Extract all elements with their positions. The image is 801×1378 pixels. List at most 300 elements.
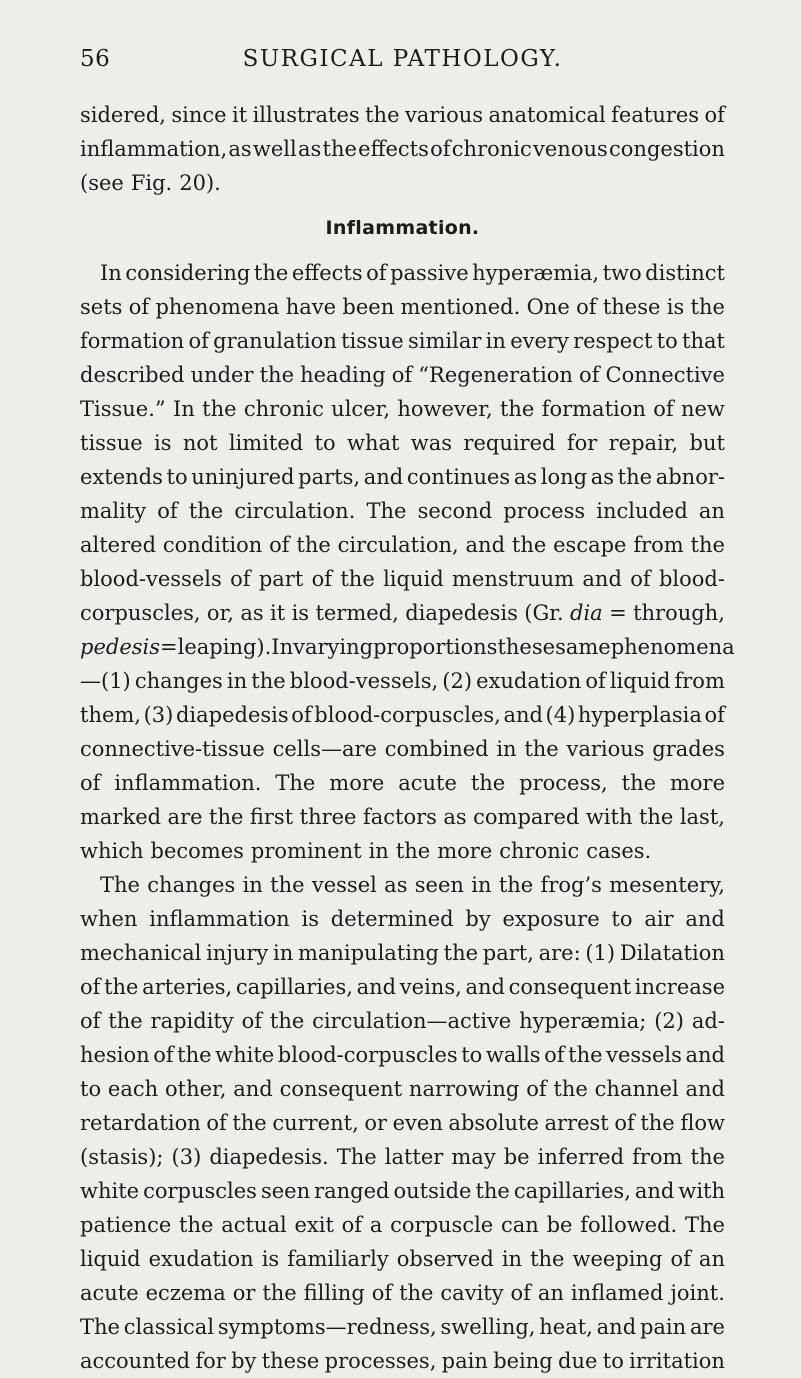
word: illustrates [252, 103, 360, 127]
word: not [182, 431, 218, 455]
word: the [640, 1111, 675, 1135]
word: altered [80, 533, 157, 557]
text-line [80, 494, 725, 528]
word: pedesis [80, 635, 161, 659]
word: arrest [544, 1111, 609, 1135]
word: blood-vessels, [289, 669, 439, 693]
text-line [80, 732, 725, 766]
word: The [685, 1213, 725, 1237]
word: was [410, 431, 453, 455]
word: and [685, 1077, 725, 1101]
word: and [596, 1315, 637, 1339]
word: consequent [279, 1077, 403, 1101]
word: The [275, 771, 316, 795]
text-line [80, 528, 725, 562]
word: of [241, 1009, 263, 1033]
word: an [698, 1247, 725, 1271]
paragraph-frog-mesentery [80, 868, 725, 1378]
word: for [195, 1349, 226, 1373]
word: to [656, 329, 678, 353]
word: in [501, 1247, 523, 1271]
word: channel [594, 1077, 679, 1101]
word: repair, [608, 431, 679, 455]
word: as [228, 137, 252, 161]
word: the [530, 1247, 565, 1271]
word: more [329, 771, 385, 795]
text-line [80, 290, 725, 324]
text-line [80, 1208, 725, 1242]
text-line [80, 1344, 725, 1378]
word: blood- [658, 567, 725, 591]
word: 20). [179, 171, 221, 195]
word: (4) [545, 703, 576, 727]
word: of [311, 567, 333, 591]
word: of [576, 295, 597, 319]
word: mechanical [80, 941, 202, 965]
word: the [365, 103, 400, 127]
word: the [177, 1043, 212, 1067]
word: by [231, 1349, 257, 1373]
word: formation [80, 329, 185, 353]
word: pain [441, 1349, 488, 1373]
word: in [242, 873, 263, 897]
word: the [690, 295, 725, 319]
word: part, [482, 941, 534, 965]
word: absolute [448, 1111, 539, 1135]
word: (3) [143, 703, 174, 727]
word: the [108, 1009, 143, 1033]
word: of [341, 1213, 363, 1237]
word: cases. [586, 839, 652, 863]
word: last, [679, 805, 725, 829]
word: new [680, 397, 725, 421]
word: is [261, 1247, 280, 1271]
word: two [602, 261, 642, 285]
word: blood-vessels [80, 567, 222, 591]
word: considering [125, 261, 251, 285]
word: the [470, 771, 506, 795]
word: the [262, 1281, 297, 1305]
word: even [392, 1111, 443, 1135]
word: white [215, 1043, 275, 1067]
word: termed, [315, 601, 399, 625]
word: tissue [341, 329, 404, 353]
word: various [404, 103, 484, 127]
word: from [632, 1145, 683, 1169]
word: have [285, 295, 337, 319]
word: diapedesis. [209, 1145, 329, 1169]
word: and [465, 533, 506, 557]
word: the [638, 805, 674, 829]
word: more [437, 839, 493, 863]
word: Connective [605, 363, 725, 387]
word: The [366, 499, 407, 523]
word: exit [294, 1213, 334, 1237]
word: of [80, 1009, 101, 1033]
word: been [342, 295, 395, 319]
word: the [251, 669, 286, 693]
text-line [80, 970, 725, 1004]
word: in [368, 839, 389, 863]
word: in [485, 329, 506, 353]
word: the [475, 1179, 510, 1203]
word: injury [206, 941, 269, 965]
word: the [443, 941, 479, 965]
word: and [503, 703, 543, 727]
word: in [272, 941, 294, 965]
word: rapidity [150, 1009, 234, 1033]
word: = [160, 635, 178, 659]
word: weeping [572, 1247, 663, 1271]
word: required [463, 431, 556, 455]
word: blood-corpuscles, [314, 703, 501, 727]
word: is [154, 431, 172, 455]
word: the [498, 873, 534, 897]
text-line [80, 596, 725, 630]
text-line [80, 1072, 725, 1106]
word: three [299, 805, 357, 829]
word: hesion [80, 1043, 150, 1067]
word: arteries, [142, 975, 233, 999]
word: the [690, 1145, 725, 1169]
text-line [80, 358, 725, 392]
word: the [232, 1111, 267, 1135]
word: dia [570, 601, 603, 625]
text-line [80, 98, 725, 132]
word: be [503, 1145, 530, 1169]
word: inflamed [570, 1281, 664, 1305]
word: blood-corpuscles [277, 1043, 458, 1067]
word: the [104, 975, 139, 999]
word: as [513, 465, 538, 489]
word: retardation [80, 1111, 201, 1135]
word: or [364, 1111, 388, 1135]
word: described [80, 363, 185, 387]
word: every [510, 329, 569, 353]
word: hyperæmia; [519, 1009, 647, 1033]
word: corpuscles, [80, 601, 201, 625]
word: continues [406, 465, 511, 489]
word: these [602, 295, 661, 319]
word: irritation [629, 1349, 725, 1373]
word: narrowing [408, 1077, 520, 1101]
word: hyperæmia, [472, 261, 600, 285]
word: long [540, 465, 588, 489]
word: as [240, 601, 264, 625]
word: anatomical [488, 103, 606, 127]
word: granulation [213, 329, 337, 353]
word: accounted [80, 1349, 191, 1373]
word: of [230, 567, 251, 591]
word: heat, [539, 1315, 593, 1339]
word: ranged [314, 1179, 390, 1203]
word: the [259, 363, 295, 387]
word: mality [80, 499, 147, 523]
word: In [271, 635, 294, 659]
word: uninjured [191, 465, 295, 489]
word: of [579, 363, 600, 387]
word: acute [398, 771, 457, 795]
word: circulation, [337, 533, 459, 557]
word: an [537, 1281, 564, 1305]
word: of [510, 1281, 531, 1305]
word: is [301, 907, 319, 931]
text-line [80, 800, 725, 834]
word: mesentery, [609, 873, 725, 897]
word: as [384, 873, 408, 897]
word: the [322, 137, 357, 161]
word: seen [414, 873, 464, 897]
word: to [602, 1349, 624, 1373]
word: of [153, 1043, 174, 1067]
word: classical [123, 1315, 215, 1339]
word: of [188, 329, 209, 353]
word: first [249, 805, 294, 829]
word: as [590, 465, 615, 489]
word: to [80, 1077, 102, 1101]
word: (3) [171, 1145, 202, 1169]
word: outside [393, 1179, 472, 1203]
word: the [340, 567, 375, 591]
word: changes [147, 873, 236, 897]
text-line [80, 698, 725, 732]
word: the [253, 261, 289, 285]
word: or, [206, 601, 234, 625]
word: of [630, 567, 651, 591]
word: second [417, 499, 493, 523]
word: inferred [537, 1145, 625, 1169]
word: liquid [609, 669, 671, 693]
word: veins, [399, 975, 462, 999]
word: actual [221, 1213, 287, 1237]
word: effects [358, 137, 429, 161]
text-line [80, 166, 725, 200]
text-line [80, 460, 725, 494]
text-line [80, 664, 725, 698]
word: eczema [145, 1281, 226, 1305]
word: when [80, 907, 138, 931]
word: joint. [670, 1281, 725, 1305]
word: of [614, 1111, 635, 1135]
word: menstruum [451, 567, 575, 591]
word: diapedesis [405, 601, 518, 625]
word: process, [519, 771, 608, 795]
word: of [585, 669, 606, 693]
word: abnor- [655, 465, 725, 489]
word: of [704, 103, 725, 127]
word: Tissue.” [80, 397, 166, 421]
word: is [291, 601, 310, 625]
word: process [503, 499, 586, 523]
word: compared [473, 805, 580, 829]
word: these [261, 1349, 320, 1373]
word: processes, [324, 1349, 437, 1373]
word: features [611, 103, 700, 127]
word: acute [80, 1281, 139, 1305]
word: effects [291, 261, 363, 285]
word: condition [162, 533, 263, 557]
word: distinct [645, 261, 725, 285]
word: of [544, 1043, 565, 1067]
text-line [80, 1004, 725, 1038]
word: are [167, 805, 203, 829]
word: the [511, 533, 547, 557]
section-heading: Inflammation. [325, 217, 480, 239]
word: to [461, 1043, 483, 1067]
word: however, [397, 397, 493, 421]
word: hyperplasia [577, 703, 702, 727]
word: or [232, 1281, 256, 1305]
word: The [80, 1315, 120, 1339]
word: exposure [502, 907, 600, 931]
text-line [80, 256, 725, 290]
word: capillaries, [235, 975, 353, 999]
word: in [471, 873, 492, 897]
text-line [80, 936, 725, 970]
word: (stasis); [80, 1145, 164, 1169]
word: “Regeneration [418, 363, 573, 387]
word: phenomena [610, 635, 735, 659]
word: and [634, 1179, 675, 1203]
word: white [80, 1179, 140, 1203]
body-text [80, 98, 735, 1378]
word: inflammation [149, 907, 290, 931]
word: and [363, 465, 404, 489]
word: venous [533, 137, 608, 161]
word: to [314, 431, 336, 455]
paragraph-inflammation [80, 256, 735, 868]
word: and [685, 1043, 725, 1067]
word: corpuscles [143, 1179, 257, 1203]
word: of [653, 397, 674, 421]
word: diapedesis [175, 703, 289, 727]
word: of [366, 261, 387, 285]
text-line [80, 902, 725, 936]
word: of [371, 1281, 393, 1305]
word: the [568, 1043, 603, 1067]
word: the [621, 771, 657, 795]
word: of [430, 137, 451, 161]
word: pain [639, 1315, 687, 1339]
word: swelling, [440, 1315, 536, 1339]
word: increase [634, 975, 725, 999]
word: capillaries, [513, 1179, 631, 1203]
word: air [644, 907, 674, 931]
word: changes [134, 669, 223, 693]
word: the [188, 499, 224, 523]
word: with [585, 805, 633, 829]
word: flow [680, 1111, 725, 1135]
word: and [356, 975, 397, 999]
text-line [80, 1276, 725, 1310]
word: but [689, 431, 725, 455]
word: from [674, 669, 725, 693]
continued-paragraph [80, 98, 725, 200]
page-number: 56 [80, 46, 111, 72]
word: of [391, 363, 413, 387]
word: exudation [476, 669, 582, 693]
word: of [526, 1077, 547, 1101]
word: varying [293, 635, 374, 659]
word: phenomena [155, 295, 280, 319]
word: more [669, 771, 725, 795]
word: and [233, 1077, 273, 1101]
word: to [611, 907, 633, 931]
word: the [202, 397, 237, 421]
word: parts, [298, 465, 361, 489]
word: proportions [373, 635, 498, 659]
word: can [501, 1213, 539, 1237]
word: marked [80, 805, 162, 829]
word: of [206, 1111, 227, 1135]
text-line [80, 324, 725, 358]
word: vessel [311, 873, 377, 897]
word: chronic [499, 839, 580, 863]
word: ulcer, [331, 397, 391, 421]
word: the [296, 533, 331, 557]
word: One [526, 295, 570, 319]
word: Dilatation [619, 941, 725, 965]
word: the [690, 533, 725, 557]
word: being [493, 1349, 553, 1373]
word: chronic [243, 397, 324, 421]
word: grades [652, 737, 725, 761]
word: circulation. [234, 499, 356, 523]
word: consequent [508, 975, 632, 999]
word: each [107, 1077, 159, 1101]
word: as [297, 137, 322, 161]
word: part [258, 567, 304, 591]
word: and [582, 567, 622, 591]
word: seen [260, 1179, 311, 1203]
word: are: [538, 941, 581, 965]
text-line [80, 868, 725, 902]
word: heading [300, 363, 386, 387]
text-line [80, 1242, 725, 1276]
word: patience [80, 1213, 172, 1237]
word: of [80, 771, 101, 795]
word: it [270, 601, 286, 625]
word: with [678, 1179, 725, 1203]
word: frog’s [540, 873, 602, 897]
word: inflammation, [80, 137, 228, 161]
word: The [100, 873, 140, 897]
word: = [609, 601, 627, 625]
word: factors [362, 805, 437, 829]
word: similar [408, 329, 482, 353]
word: prominent [250, 839, 362, 863]
word: observed [396, 1247, 494, 1271]
word: as [443, 805, 467, 829]
word: walls [485, 1043, 541, 1067]
word: The [336, 1145, 377, 1169]
word: of [291, 703, 312, 727]
word: corpuscle [390, 1213, 494, 1237]
word: the [499, 397, 535, 421]
word: formation [541, 397, 646, 421]
text-line [80, 1140, 725, 1174]
word: (1) [585, 941, 616, 965]
text-line [80, 1106, 725, 1140]
word: them, [80, 703, 141, 727]
word: the [524, 737, 559, 761]
word: cells—are [272, 737, 377, 761]
word: due [558, 1349, 598, 1373]
word: the [617, 465, 653, 489]
word: extends [80, 465, 163, 489]
text-line [80, 1038, 725, 1072]
word: and [465, 975, 505, 999]
